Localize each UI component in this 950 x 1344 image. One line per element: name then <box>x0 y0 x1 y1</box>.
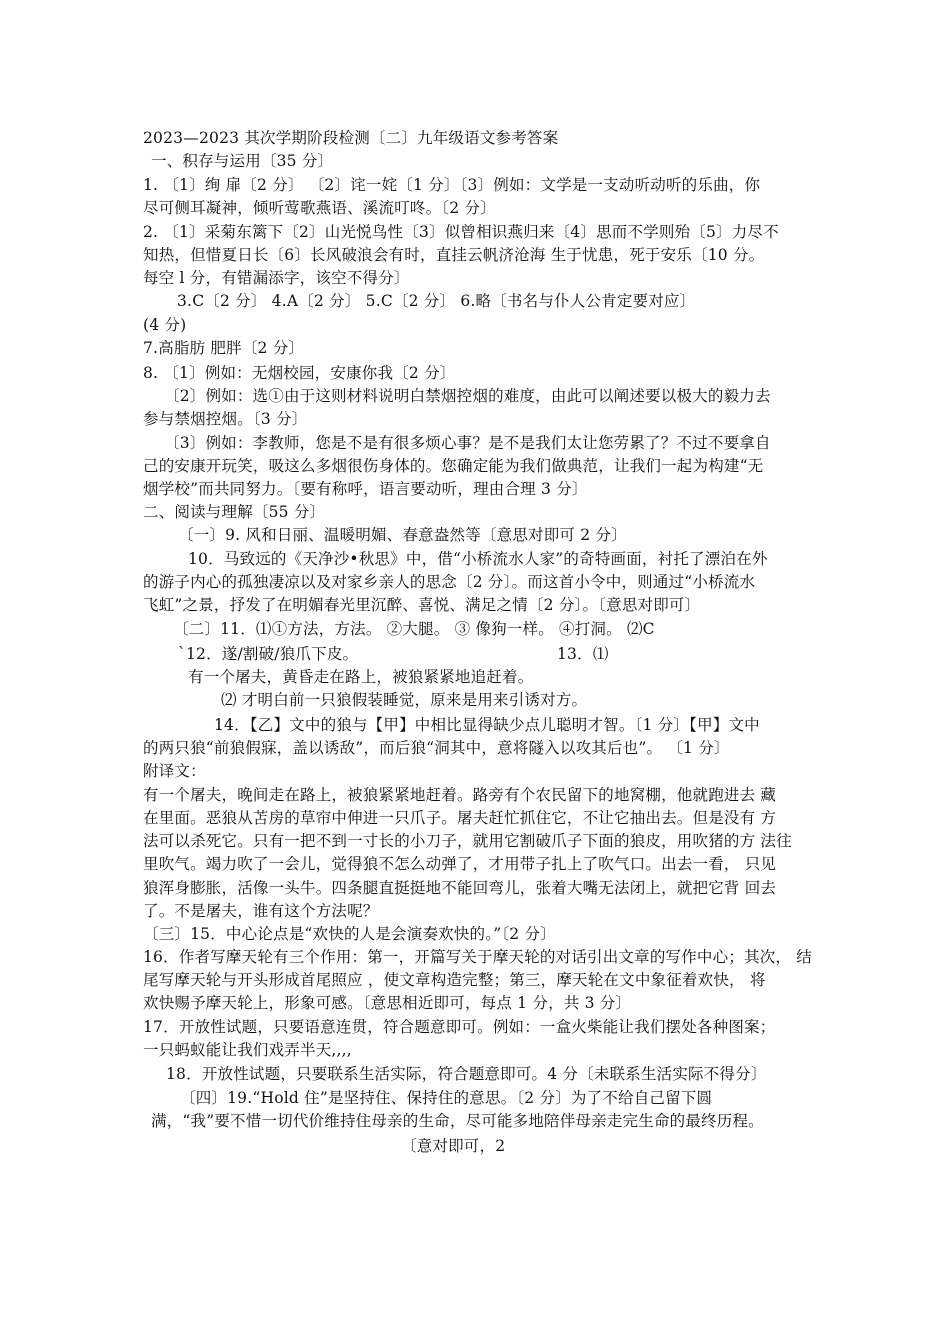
text-line: 尾写摩天轮与开头形成首尾照应 ，使文章构造完整；第三，摩天轮在文中象征着欢快， 将 <box>143 971 766 989</box>
text-line: 〔意对即可，2 <box>401 1137 506 1155</box>
text-line: 飞虹”之景，抒发了在明媚春光里沉醉、喜悦、满足之情〔2 分〕。〔意思对即可〕 <box>143 596 701 614</box>
text-line: 〔二〕11．⑴①方法，方法。 ②大腿。 ③ 像狗一样。 ④打洞。 ⑵C <box>173 620 655 638</box>
text-line: 狼浑身膨胀，活像一头牛。四条腿直挺挺地不能回弯儿，张着大嘴无法闭上，就把它背 回去 <box>143 879 777 897</box>
text-line: 的游子内心的孤独凄凉以及对家乡亲人的思念〔2 分〕。而这首小令中，则通过“小桥流水 <box>143 573 756 591</box>
text-line: 在里面。恶狼从苫房的草帘中伸进一只爪子。屠夫赶忙抓住它，不让它抽出去。但是没有 方 <box>143 809 777 827</box>
text-line: 知热，但惜夏日长〔6〕长风破浪会有时，直挂云帆济沧海 生于忧患，死于安乐〔10 分。 <box>143 246 765 264</box>
text-line: 有一个屠夫，晚间走在路上，被狼紧紧地赶着。路旁有个农民留下的地窝棚，他就跑进去 藏 <box>143 786 777 804</box>
text-line: 17．开放性试题，只要语意连贯，符合题意即可。例如：一盒火柴能让我们摆处各种图案； <box>143 1018 776 1036</box>
text-line: 一只蚂蚁能让我们戏弄半天,,,, <box>143 1041 352 1059</box>
text-line: 每空 l 分，有错漏添字，该空不得分〕 <box>143 269 410 287</box>
text-line: `12．遂/割破/狼爪下皮。 <box>178 645 359 663</box>
text-line: 〔四〕19.“Hold 住”是坚持住、保持住的意思。〔2 分〕为了不给自己留下圆 <box>180 1089 713 1107</box>
text-line: 参与禁烟控烟。〔3 分〕 <box>143 410 308 428</box>
text-line: 14．【乙】文中的狼与【甲】中相比显得缺少点儿聪明才智。〔1 分〕【甲】文中 <box>214 716 760 734</box>
text-line: 〔三〕15．中心论点是“欢快的人是会演奏欢快的。”〔2 分〕 <box>143 925 556 943</box>
text-line: 1. 〔1〕绚 扉〔2 分〕 〔2〕诧一姹〔1 分〕〔3〕例如：文学是一支动听动听的乐曲，你 <box>143 176 761 194</box>
text-line: ⑵ 才明白前一只狼假装睡觉，原来是用来引诱对方。 <box>221 691 588 709</box>
text-line: 己的安康开玩笑，吸这么多烟很伤身体的。您确定能为我们做典范，让我们一起为构建“无 <box>143 457 764 475</box>
text-line: 〔一〕9. 风和日丽、温暖明媚、春意盎然等〔意思对即可 2 分〕 <box>178 526 627 544</box>
text-line: 〔3〕例如：李教师，您是不是有很多烦心事？是不是我们太让您劳累了？不过不要拿自 <box>164 434 771 452</box>
text-line: 附译文： <box>143 762 206 780</box>
text-line: 里吹气。竭力吹了一会儿，觉得狼不怎么动弹了，才用带子扎上了吹气口。出去一看， 只见 <box>143 855 777 873</box>
text-line: 一、积存与运用〔35 分〕 <box>151 152 334 170</box>
text-line: (4 分) <box>143 316 187 334</box>
text-line: 满，“我”要不惜一切代价维持住母亲的生命，尽可能多地陪伴母亲走完生命的最终历程。 <box>151 1112 764 1130</box>
text-line: 的两只狼“前狼假寐，盖以诱敌”，而后狼“洞其中，意将隧入以攻其后也”。 〔1 分〕 <box>143 739 730 757</box>
text-line: 7.高脂肪 肥胖〔2 分〕 <box>143 339 305 357</box>
text-line: 烟学校”而共同努力。〔要有称呼，语言要动听，理由合理 3 分〕 <box>143 480 588 498</box>
document-title: 2023—2023 其次学期阶段检测〔二〕九年级语文参考答案 <box>143 129 559 147</box>
section-heading: 二、阅读与理解〔55 分〕 <box>143 503 326 521</box>
text-line: 欢快赐予摩天轮上，形象可感。〔意思相近即可，每点 1 分，共 3 分〕 <box>143 994 632 1012</box>
text-line: 10．马致远的《天净沙•秋思》中，借“小桥流水人家”的奇特画面，衬托了漂泊在外 <box>188 550 768 568</box>
text-line: 2. 〔1〕采菊东篱下〔2〕山光悦鸟性〔3〕似曾相识燕归来〔4〕思而不学则殆〔5〕力尽不 <box>143 223 779 241</box>
text-line: 有一个屠夫，黄昏走在路上，被狼紧紧地追赶着。 <box>188 668 534 686</box>
text-line: 8. 〔1〕例如：无烟校园，安康你我〔2 分〕 <box>143 364 456 382</box>
text-line: 16．作者写摩天轮有三个作用：第一，开篇写关于摩天轮的对话引出文章的写作中心；其次， 结 <box>143 948 812 966</box>
text-line: 13．⑴ <box>557 645 609 663</box>
text-line: 〔2〕例如：选①由于这则材料说明白禁烟控烟的难度，由此可以阐述要以极大的毅力去 <box>164 387 771 405</box>
text-line: 法可以杀死它。只有一把不到一寸长的小刀子，就用它割破爪子下面的狼皮，用吹猪的方 法往 <box>143 832 792 850</box>
text-line: 18．开放性试题，只要联系生活实际，符合题意即可。4 分〔未联系生活实际不得分〕 <box>166 1065 767 1083</box>
text-line: 尽可侧耳凝神，倾听莺歌燕语、溪流叮咚。〔2 分〕 <box>143 199 496 217</box>
text-line: 了。不是屠夫，谁有这个方法呢？ <box>143 902 379 920</box>
text-line: 3.C〔2 分〕 4.A〔2 分〕 5.C〔2 分〕 6.略〔书名与仆人公肯定要对应〕 <box>177 292 696 310</box>
